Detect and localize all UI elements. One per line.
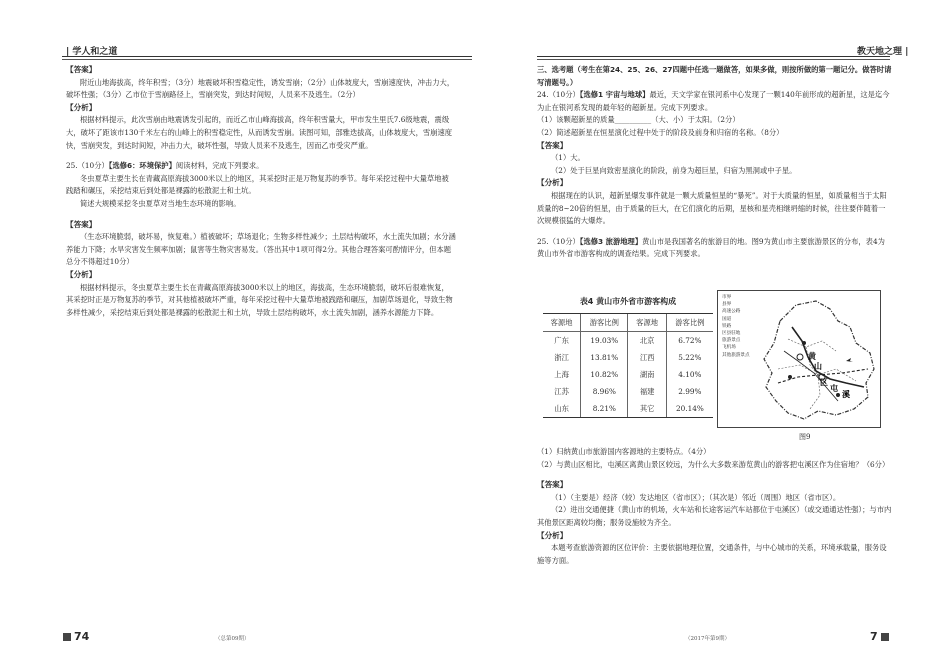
section-tag: 【分析】 — [66, 269, 97, 279]
table-cell: 北京 — [628, 332, 666, 350]
paragraph: （生态环境脆弱，破坏易，恢复难。）植被破坏；草场退化；生物多样性减少；土层结构破坏，水土流失加剧；水分涵养能力下降；水旱灾害发生频率加剧；鼠害等生物灾害易发。（答出其中1项可得2分。其他合理答案可酌情评分，但本题总分不得超过10分） — [66, 232, 456, 267]
table-cell: 19.03% — [581, 332, 628, 350]
table-row — [543, 349, 713, 366]
scenic-point — [788, 375, 792, 379]
scenic-point — [802, 341, 806, 345]
q24-analysis-tag: 【分析】 — [537, 178, 568, 188]
right-page — [475, 0, 950, 671]
map-label-xi: 溪 — [842, 390, 850, 399]
q25-sub2: （2）与黄山区相比，屯溪区离黄山景区较远，为什么大多数来游览黄山的游客把屯溪区作为住宿地？（6分） — [537, 459, 890, 469]
table-cell: 13.81% — [581, 349, 628, 366]
legend-entry: 区县驻地 — [722, 331, 741, 337]
legend-entry: 县界 — [722, 302, 732, 308]
city-boundary — [764, 301, 874, 419]
q25-answer2: （2）进出交通便捷（黄山市的机场，火车站和长途客运汽车站都位于屯溪区）（或交通通达性强）；与市内其他景区距离较均衡；服务设施较为齐全。 — [537, 505, 892, 527]
left-footer-issue: （总第09期） — [215, 636, 250, 642]
table-cell: 山东 — [543, 400, 581, 418]
table-row — [543, 400, 713, 418]
legend-entry: 旅游景点 — [722, 338, 741, 344]
table-cell: 10.82% — [581, 366, 628, 383]
right-content-top — [537, 64, 892, 261]
map-label-qu: 区 — [820, 378, 828, 387]
table-cell: 5.22% — [666, 349, 713, 366]
q25-analysis-tag: 【分析】 — [537, 530, 568, 540]
section-intro: 三、选考题（考生在第24、25、26、27四题中任选一题做答，如果多做，则按所做的第一题记分。做答时请写清题号。） — [537, 65, 892, 87]
table-header-cell: 游客比例 — [581, 314, 628, 332]
table-cell: 20.14% — [666, 400, 713, 418]
map-label-huang: 黄 — [808, 352, 816, 361]
legend-entry: 高速公路 — [722, 309, 741, 315]
paragraph: 附近山地海拔高，终年积雪；（3分）地震破坏积雪稳定性，诱发雪崩；（2分）山体坡度大，雪崩速度快，冲击力大，破坏性强；（3分）乙市位于雪崩路径上，雪崩突发，到达时间短，人员来不及逃生。（2分） — [66, 77, 455, 100]
right-header: 教天地之理 | — [857, 47, 909, 57]
paragraph: 冬虫夏草主要生长在青藏高原海拔3000米以上的地区，其采挖时正是万物复苏的季节。每年采挖过程中大量草地被践踏和碾压，采挖结束后到处都是裸露的松散泥土和土坑。 — [66, 173, 449, 196]
right-header-rule — [537, 56, 890, 57]
q24-stem: 24.（10分）【选修1 宇宙与地球】最近，天文学家在银河系中心发现了一颗140年前形成的超新星，这是迄今为止在银河系发现的最年轻的超新星。完成下列要求。 — [537, 90, 890, 112]
table-cell: 2.99% — [666, 383, 713, 400]
table-header-cell: 游客比例 — [666, 314, 713, 332]
figure9-map — [717, 290, 881, 428]
map-label-shan: 山 — [814, 362, 822, 371]
q25-answer1: （1）（主要是）经济（较）发达地区（省市区）；（其次是）邻近（周围）地区（省市区）。 — [551, 492, 841, 502]
table-header-row — [543, 314, 713, 332]
table-cell: 江西 — [628, 349, 666, 366]
left-header-rule — [62, 56, 472, 57]
table-cell: 8.96% — [581, 383, 628, 400]
left-header-rule-thin — [62, 59, 472, 60]
q24-answer-tag: 【答案】 — [537, 140, 568, 150]
table4 — [543, 296, 713, 418]
legend-entry: 国道 — [722, 316, 732, 322]
table-cell: 浙江 — [554, 352, 569, 362]
q24-sub1: （1）该颗超新星的质量__________（大、小）于太阳。（2分） — [537, 115, 740, 125]
table-cell: 8.21% — [581, 400, 628, 418]
question-stem: 25.（10分）【选修6：环境保护】阅读材料，完成下列要求。 — [66, 161, 264, 171]
q24-answer1: （1）大。 — [551, 153, 585, 163]
table-header-cell: 客源地 — [628, 314, 666, 332]
county-seat — [797, 354, 803, 360]
figure9-caption: 图9 — [799, 433, 811, 441]
right-page-number: 7 — [870, 630, 892, 643]
q24-analysis: 根据现在的认识，超新星爆发事件就是一颗大质量恒星的“暴死”。对于大质量的恒星，如质量相当于太阳质量的8~20倍的恒星，由于质量的巨大，在它们演化的后期，星核和星壳相继坍缩的时候，往往要伴随着一次规模很猛的大爆炸。 — [537, 190, 887, 226]
legend-entry: 其他旅游景点 — [722, 352, 750, 358]
right-content-bottom — [537, 446, 892, 567]
table-header-cell: 客源地 — [543, 314, 581, 332]
table-cell: 其它 — [628, 400, 666, 418]
table-cell: 福建 — [628, 383, 666, 400]
table-row — [543, 366, 713, 383]
left-content — [66, 64, 456, 319]
q25-analysis: 本题考查旅游资源的区位评价：主要依据地理位置，交通条件，与中心城市的关系，环境承载量，服务设施等方面。 — [537, 543, 887, 565]
paragraph: 简述大规模采挖冬虫夏草对当地生态环境的影响。 — [80, 198, 241, 208]
airport-icon — [846, 358, 853, 362]
section-tag: 【分析】 — [66, 102, 97, 112]
table-row — [543, 332, 713, 350]
paragraph: 根据材料提示，此次雪崩由地震诱发引起的，而近乙市山峰海拔高，终年积雪量大，甲市发生里氏7.6级地震，震级大，破坏了距该市130千米左右的山峰上的积雪稳定性，从而诱发雪崩。读图可知，部雅迭拔高，山体坡度大，雪崩速度快，雪崩突发，到达时间短，冲击力大，破坏性强，导致人员来不及逃生，因而乙市受灾严重。 — [66, 115, 453, 150]
figure9-svg — [718, 291, 880, 427]
q25-answer-tag: 【答案】 — [537, 480, 568, 490]
left-page-number: 74 — [60, 630, 89, 643]
section-tag: 【答案】 — [66, 219, 97, 229]
right-header-rule-thin — [537, 59, 890, 60]
table-row — [543, 383, 713, 400]
map-label-tun: 屯 — [830, 384, 838, 393]
table-cell: 6.72% — [666, 332, 713, 350]
legend-entry: 飞机场 — [722, 345, 736, 351]
legend-entry: 铁路 — [722, 323, 732, 329]
q25-sub1: （1）归纳黄山市旅游国内客源地的主要特点。（4分） — [537, 447, 711, 456]
table-cell: 湖南 — [628, 366, 666, 383]
section-tag: 【答案】 — [66, 65, 97, 74]
left-header: | 学人和之道 — [66, 47, 118, 57]
table4-caption: 表4 黄山市外省市游客构成 — [579, 297, 677, 306]
legend-entry: 市界 — [722, 295, 732, 300]
q24-answer2: （2）处于巨星向致密星演化的阶段，前身为超巨星，归宿为黑洞或中子星。 — [551, 165, 797, 175]
q24-sub2: （2）简述超新星在恒星演化过程中处于的阶段及前身和归宿的名称。（8分） — [537, 127, 784, 137]
table-cell: 上海 — [554, 369, 569, 379]
table-cell: 江苏 — [554, 386, 569, 396]
paragraph: 根据材料提示，冬虫夏草主要生长在青藏高原海拔3000米以上的地区，海拔高，生态环境脆弱，破坏后很难恢复，其采挖时正是万物复苏的季节，对其他植被破坏严重，每年采挖过程中大量草地被践踏和碾压，加剧草场退化，导致生物多样性减少，采挖结束后到处都是裸露的松散泥土和土坑，导致土层结构破坏，水土流失加剧，涵养水源能力下降。 — [66, 282, 453, 317]
scenic-point — [836, 393, 840, 397]
table-cell: 广东 — [554, 335, 569, 345]
right-footer-issue: （2017年第9期） — [685, 636, 730, 642]
table-cell: 4.10% — [666, 366, 713, 383]
q25-stem: 25.（10分）【选修3 旅游地理】黄山市是我国著名的旅游目的地。图9为黄山市主要旅游景区的分布，表4为黄山市外省市游客构成的调查结果。完成下列要求。 — [537, 236, 885, 259]
